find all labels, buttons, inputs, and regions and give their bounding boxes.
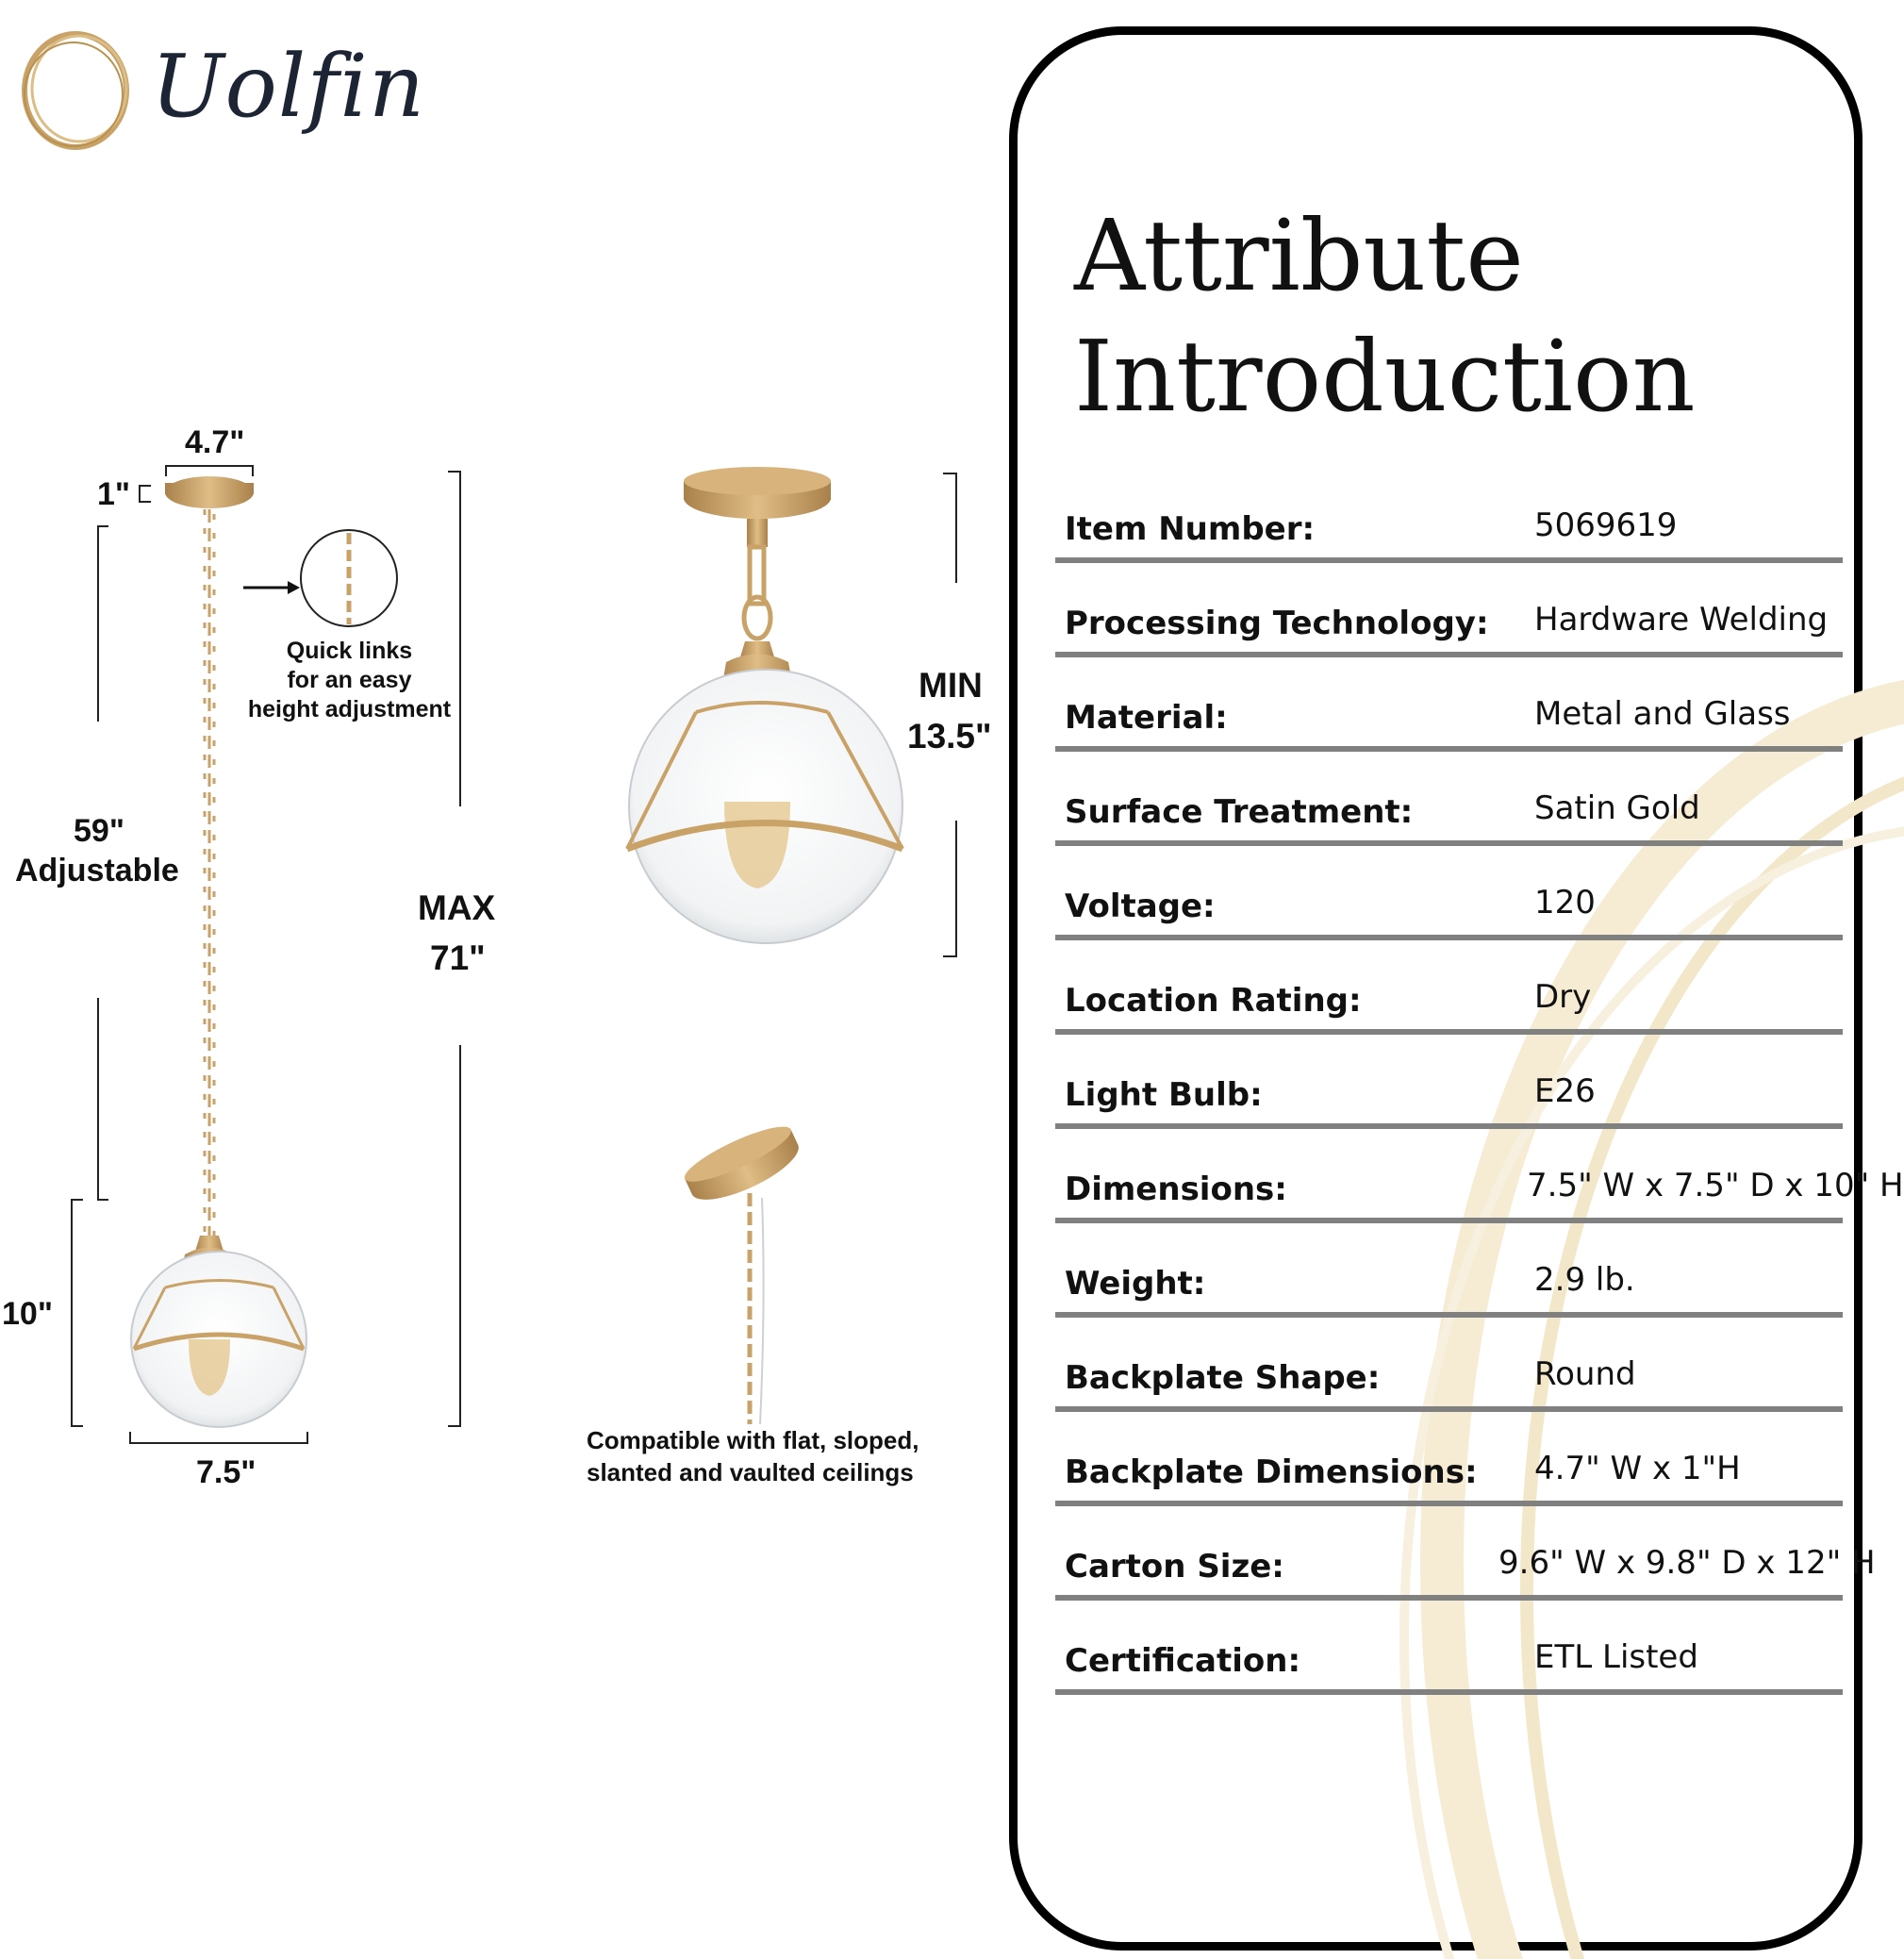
attribute-value: 2.9 lb.: [1534, 1261, 1635, 1299]
attribute-value: Round: [1534, 1355, 1636, 1393]
attribute-label: Surface Treatment:: [1065, 793, 1414, 831]
attribute-label: Weight:: [1065, 1265, 1206, 1303]
attribute-label: Location Rating:: [1065, 982, 1362, 1020]
attribute-value: ETL Listed: [1534, 1638, 1698, 1676]
quick-links-note-line: for an easy: [287, 667, 412, 693]
compatible-note: [587, 1424, 1002, 1488]
attribute-title-line2: Introduction: [1074, 319, 1696, 434]
attribute-value: 9.6" W x 9.8" D x 12" H: [1498, 1544, 1876, 1582]
pendant-min-drawing: [627, 467, 956, 956]
attribute-value: E26: [1534, 1072, 1596, 1110]
attribute-row-item-number: [1055, 469, 1843, 563]
attribute-value: Dry: [1534, 978, 1592, 1016]
attribute-title: [1074, 195, 1696, 437]
attribute-value: Hardware Welding: [1534, 601, 1829, 639]
attribute-label: Material:: [1065, 699, 1228, 737]
sloped-canopy-drawing: [679, 1118, 805, 1424]
attribute-label: Light Bulb:: [1065, 1076, 1263, 1114]
attribute-row-location: [1055, 940, 1843, 1035]
attribute-title-line1: Attribute: [1074, 198, 1524, 313]
attribute-label: Certification:: [1065, 1642, 1301, 1680]
attribute-row-carton: [1055, 1506, 1876, 1601]
attribute-label: Item Number:: [1065, 510, 1316, 548]
attribute-row-voltage: [1055, 846, 1843, 940]
attribute-label: Carton Size:: [1065, 1548, 1284, 1585]
chain-length-label: 59": [74, 813, 124, 849]
attribute-label: Voltage:: [1065, 888, 1216, 925]
attribute-label: Backplate Dimensions:: [1065, 1453, 1478, 1491]
attribute-card: [1009, 26, 1904, 1951]
attribute-row-material: [1055, 657, 1843, 752]
attribute-row-backplate-dimensions: [1055, 1412, 1843, 1506]
attribute-row-processing: [1055, 563, 1843, 657]
quick-links-note-line: height adjustment: [247, 696, 452, 722]
attribute-row-weight: [1055, 1223, 1843, 1318]
pendant-full-drawing: [72, 466, 460, 1443]
max-value: 71": [430, 938, 486, 977]
min-value: 13.5": [907, 717, 992, 755]
attribute-row-bulb: [1055, 1035, 1843, 1129]
attribute-label: Backplate Shape:: [1065, 1359, 1381, 1397]
attribute-value: 7.5" W x 7.5" D x 10" H: [1527, 1167, 1904, 1204]
attribute-value: 5069619: [1534, 506, 1678, 544]
brand-logo-text: Uolfin: [151, 36, 426, 137]
quick-link-callout: [243, 530, 397, 626]
attribute-value: Metal and Glass: [1534, 695, 1791, 733]
min-label: MIN: [919, 666, 983, 705]
attribute-row-backplate-shape: [1055, 1318, 1843, 1412]
attribute-value: 4.7" W x 1"H: [1534, 1450, 1741, 1487]
compatible-note-line: Compatible with flat, sloped,: [587, 1426, 919, 1454]
max-label: MAX: [418, 888, 496, 927]
compatible-note-line: slanted and vaulted ceilings: [587, 1458, 914, 1486]
attribute-row-certification: [1055, 1601, 1843, 1695]
shade-width-label: 7.5": [196, 1454, 257, 1490]
canopy-width-label: 4.7": [185, 424, 245, 460]
attribute-row-surface: [1055, 752, 1843, 846]
attribute-label: Processing Technology:: [1065, 605, 1489, 642]
attribute-row-dimensions: [1055, 1129, 1904, 1223]
attribute-value: Satin Gold: [1534, 789, 1700, 827]
chain-adjustable-label: Adjustable: [15, 853, 179, 888]
quick-links-note-line: Quick links: [286, 638, 413, 664]
quick-links-note: [243, 637, 455, 724]
canopy-height-label: 1": [97, 476, 131, 512]
shade-height-label: 10": [2, 1296, 53, 1332]
attribute-value: 120: [1534, 884, 1596, 921]
attribute-label: Dimensions:: [1065, 1170, 1287, 1208]
